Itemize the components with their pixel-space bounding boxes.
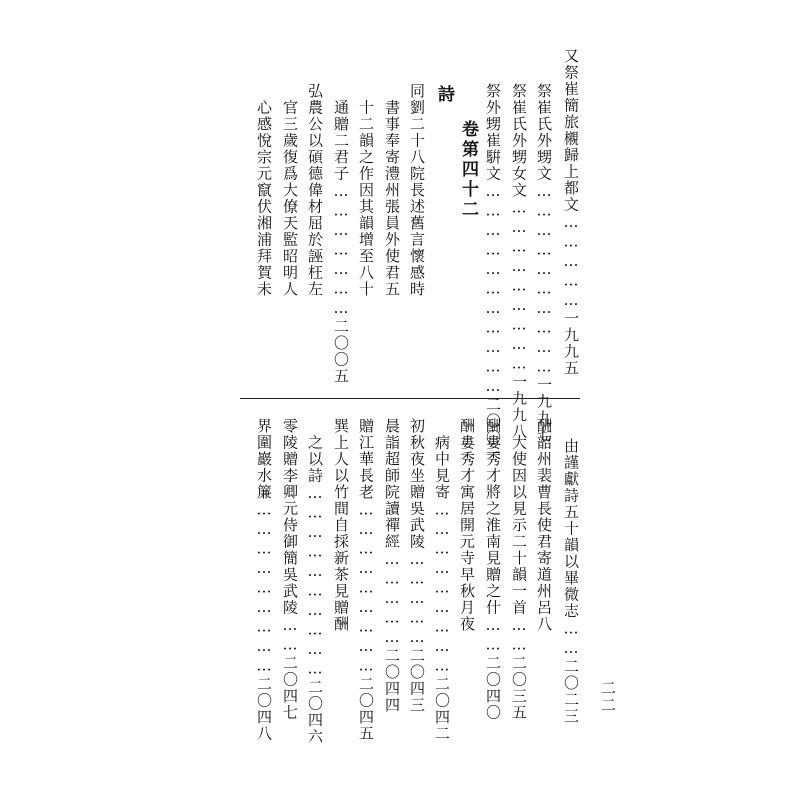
toc-entry-11: 初秋夜坐贈吳武陵……………二〇四三 [408,418,426,714]
toc-entry-10: 酬婁秀才寓居開元寺早秋月夜 [458,418,476,633]
toc-entry-6-cont-2: 心感悅宗元竄伏湘浦拜賀未 [255,83,273,298]
toc-entry-9: 酬婁秀才將之淮南見贈之什……二〇四〇 [484,418,502,721]
toc-entry-7: 由謹獻詩五十韻以畢微志……二〇二三 [562,438,580,725]
section-heading: 詩 [434,85,454,105]
section-divider [240,398,580,399]
toc-entry-5-cont-1: 書事奉寄澧州張員外使君五 [383,83,401,298]
toc-entry-8: 酬韶州裴曹長使君寄道州呂八 [535,418,553,633]
toc-entry-2: 祭崔氏外甥文…………………………一九九七 [535,83,553,443]
toc-entry-5: 同劉二十八院長述舊言懷感時 [408,83,426,298]
toc-entry-1: 又祭崔簡旅櫬歸上都文……………一九九五 [562,48,580,377]
toc-entry-14: 巽上人以竹間自採新茶見贈酬 [332,418,350,633]
volume-heading: 卷第四十二 [458,120,478,220]
toc-entry-6: 弘農公以碩德偉材屈於誣枉左 [306,83,324,298]
toc-entry-15: 零陵贈李卿元侍御簡吳武陵……二〇四七 [281,418,299,721]
toc-entry-3: 祭崔氏外甥女文………………………一九九八 [510,83,528,440]
toc-entry-10-cont: 病中見寄………………………二〇四二 [433,418,451,742]
toc-entry-16: 界圍巖水簾………………………二〇四八 [255,418,273,742]
toc-entry-6-cont-1: 官三歲復爲大僚天監昭明人 [281,83,299,298]
toc-entry-14-cont: 之以詩…………………………二〇四六 [306,418,324,745]
toc-entry-8-cont: 大使因以見示二十韻一首……二〇三五 [510,418,528,721]
toc-entry-5-cont-2: 十二韻之作因其韻增至八十 [357,83,375,298]
page-number: 二二 [599,680,617,714]
toc-entry-5-cont-3: 通贈二君子…………………二〇〇五 [332,83,350,385]
toc-entry-4: 祭外甥崔騈文……………………………二〇〇一 [484,83,502,463]
toc-entry-12: 晨詣超師院讀禪經……………二〇四四 [383,418,401,714]
toc-entry-13: 贈江華長老………………………二〇四五 [357,418,375,742]
